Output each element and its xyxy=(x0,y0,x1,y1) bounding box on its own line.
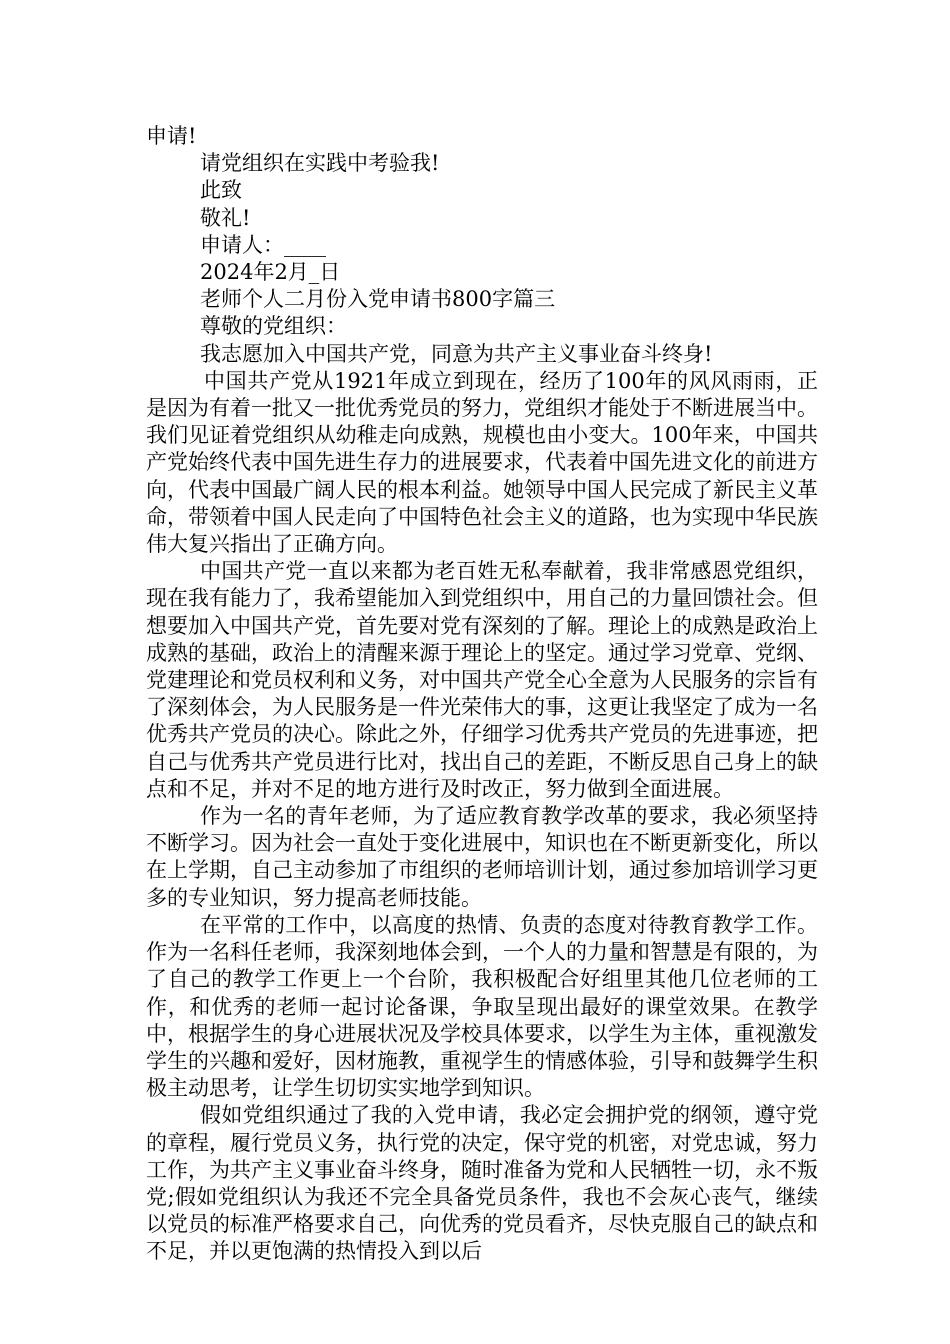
text-line-date: 2024年2月_日 xyxy=(200,260,341,285)
paragraph-learning: 作为一名的青年老师，为了适应教育教学改革的要求，我必须坚持不断学习。因为社会一直处于变化进展中，知识也在不断更新变化，所以在上学期，自己主动参加了市组织的老师培训计划，通过参加培训学习更多的专业知识，努力提高老师技能。 xyxy=(146,804,818,910)
paragraph-commitment: 假如党组织通过了我的入党申请，我必定会拥护党的纲领，遵守党的章程，履行党员义务，执行党的决定，保守党的机密，对党忠诚，努力工作，为共产主义事业奋斗终身，随时准备为党和人民牺牲一切，永不叛党;假如党组织认为我还不完全具备党员条件，我也不会灰心丧气，继续以党员的标准严格要求自己，向优秀的党员看齐，尽快克服自己的缺点和不足，并以更饱满的热情投入到以后 xyxy=(146,1103,818,1264)
paragraph-teaching-work: 在平常的工作中，以高度的热情、负责的态度对待教育教学工作。作为一名科任老师，我深刻地体会到，一个人的力量和智慧是有限的，为了自己的教学工作更上一个台阶，我积极配合好组里其他几位老师的工作，和优秀的老师一起讨论备课，争取呈现出最好的课堂效果。在教学中，根据学生的身心进展状况及学校具体要求，以学生为主体，重视激发学生的兴趣和爱好，因材施教，重视学生的情感体验，引导和鼓舞学生积极主动思考，让学生切切实实地学到知识。 xyxy=(146,912,818,1101)
paragraph-party-history: 中国共产党从1921年成立到现在，经历了100年的风风雨雨，正是因为有着一批又一批优秀党员的努力，党组织才能处于不断进展当中。我们见证着党组织从幼稚走向成熟，规模也由小变大。100年来，中国共产党始终代表中国先进生存力的进展要求，代表着中国先进文化的前进方向，代表中国最广阔人民的根本利益。她领导中国人民完成了新民主义革命，带领着中国人民走向了中国特色社会主义的道路，也为实现中华民族伟大复兴指出了正确方向。 xyxy=(146,368,818,557)
document-page xyxy=(146,123,818,1266)
text-line-request-test: 请党组织在实践中考验我! xyxy=(200,151,440,176)
paragraph-gratitude: 中国共产党一直以来都为老百姓无私奉献着，我非常感恩党组织，现在我有能力了，我希望能加入到党组织中，用自己的力量回馈社会。但想要加入中国共产党，首先要对党有深刻的了解。理论上的成熟是政治上成熟的基础，政治上的清醒来源于理论上的坚定。通过学习党章、党纲、党建理论和党员权利和义务，对中国共产党全心全意为人民服务的宗旨有了深刻体会，为人民服务是一件光荣伟大的事，这更让我坚定了成为一名优秀共产党员的决心。除此之外，仔细学习优秀共产党员的先进事迹，把自己与优秀共产党员进行比对，找出自己的差距，不断反思自己身上的缺点和不足，并对不足的地方进行及时改正，努力做到全面进展。 xyxy=(146,559,818,801)
section-title: 老师个人二月份入党申请书800字篇三 xyxy=(200,287,556,312)
text-line-applicant: 申请人：____ xyxy=(200,232,326,257)
text-line-salute: 敬礼! xyxy=(200,205,251,230)
text-line-closing: 此致 xyxy=(200,178,242,203)
text-line-pledge: 我志愿加入中国共产党，同意为共产主义事业奋斗终身! xyxy=(200,341,713,366)
salutation: 尊敬的党组织： xyxy=(200,314,347,339)
text-line-application-end: 申请! xyxy=(146,124,197,148)
